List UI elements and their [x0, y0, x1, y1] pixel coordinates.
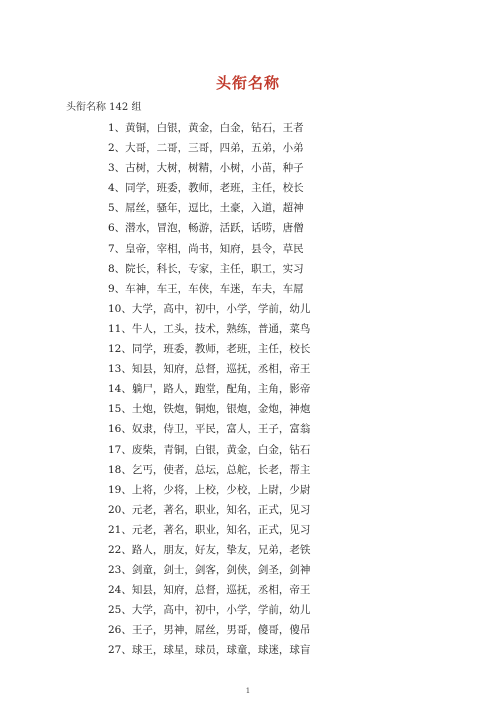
list-item: 12、同学，班委，教师，老班，主任，校长 [108, 343, 311, 356]
list-item: 14、躺尸，路人，跑堂，配角，主角，影帝 [108, 383, 311, 396]
list-item: 24、知县，知府，总督，巡抚，丞相，帝王 [108, 584, 311, 597]
list-item: 18、乞丐，使者，总坛，总舵，长老，帮主 [108, 463, 311, 476]
list-item: 4、同学，班委，教师，老班，主任，校长 [108, 182, 304, 195]
list-item: 3、古树，大树，树精，小树，小苗，种子 [108, 162, 304, 175]
list-item: 15、土炮，铁炮，铜炮，银炮，金炮，神炮 [108, 403, 311, 416]
page-number: 1 [245, 687, 251, 695]
list-item: 20、元老，著名，职业，知名，正式，见习 [108, 503, 311, 516]
list-item: 7、皇帝，宰相，尚书，知府，县令，草民 [108, 242, 304, 255]
list-item: 9、车神，车王，车侠，车迷，车夫，车屌 [108, 282, 304, 295]
list-item: 13、知县，知府，总督，巡抚，丞相，帝王 [108, 363, 311, 376]
list-item: 2、大哥，二哥，三哥，四弟，五弟，小弟 [108, 142, 304, 155]
list-item: 22、路人，朋友，好友，挚友，兄弟，老铁 [108, 543, 311, 556]
document-subtitle: 头衔名称 142 组 [66, 102, 142, 113]
list-item: 8、院长，科长，专家，主任，职工，实习 [108, 262, 304, 275]
list-item: 27、球王，球星，球员，球童，球迷，球盲 [108, 644, 311, 657]
list-item: 10、大学，高中，初中，小学，学前，幼儿 [108, 302, 311, 315]
list-item: 1、黄铜，白银，黄金，白金，钻石，王者 [108, 122, 304, 134]
list-item: 19、上将，少将，上校，少校，上尉，少尉 [108, 483, 311, 496]
list-item: 23、剑童，剑士，剑客，剑侠，剑圣，剑神 [108, 564, 311, 577]
list-item: 11、牛人，工头，技术，熟练，普通，菜鸟 [108, 322, 311, 335]
list-item: 6、潜水，冒泡，畅游，活跃，话唠，唐僧 [108, 222, 304, 235]
list-item: 5、屌丝，骚年，逗比，土豪，入道，超神 [108, 202, 304, 215]
title-list [108, 121, 310, 664]
list-item: 21、元老，著名，职业，知名，正式，见习 [108, 523, 311, 536]
list-item: 17、废柴，青铜，白银，黄金，白金，钻石 [108, 443, 311, 456]
page-title: 头衔名称 [215, 74, 280, 92]
list-item: 25、大学，高中，初中，小学，学前，幼儿 [108, 604, 311, 617]
list-item: 16、奴隶，侍卫，平民，富人，王子，富翁 [108, 423, 311, 436]
list-item: 26、王子，男神，屌丝，男哥，傻哥，傻吊 [108, 624, 311, 637]
